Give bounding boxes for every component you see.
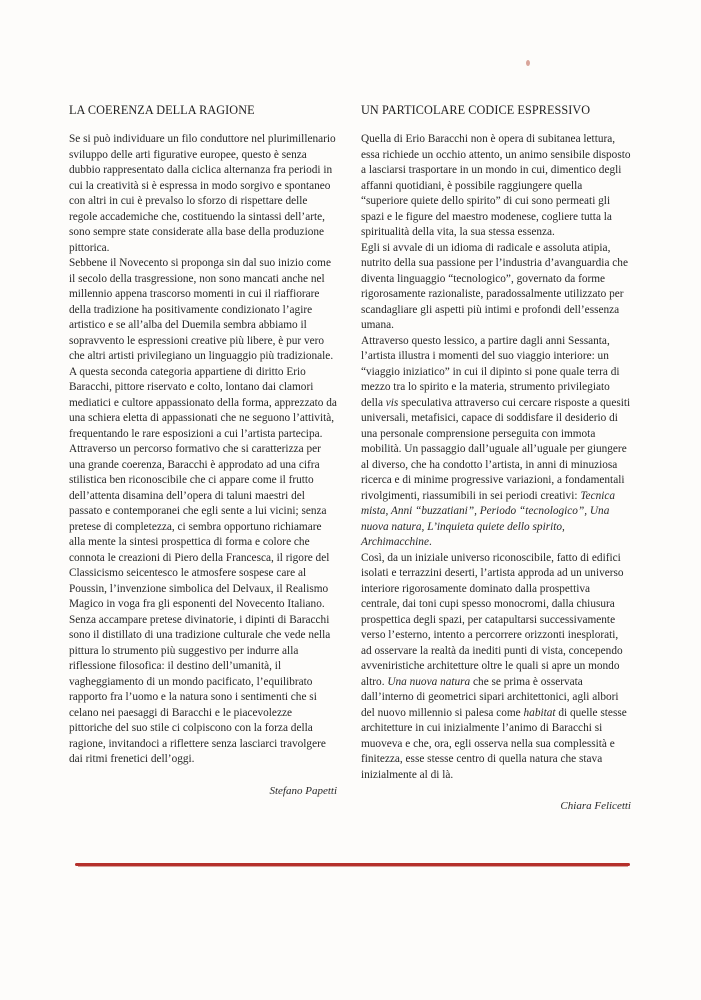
right-paragraph-2: Egli si avvale di un idioma di radicale e assoluta atipia, nutrito della sua passione per l’industria d’avanguardia che diventa linguaggio “tecnologico”, governato da forme rigorosamente razionaliste, paradossalmente utilizzato per scandagliare gli aspetti più intimi e profondi dell’essenza umana. (361, 241, 628, 331)
left-body (69, 132, 337, 768)
left-paragraph-3: Attraverso un percorso formativo che si caratterizza per una grande coerenza, Baracchi è approdato ad una cifra stilistica ben riconoscibile che ci appare come il frutto dell’attenta disamina dell’opera di taluni maestri del passato e contemporanei che egli sente a lui vicini; senza pretese di completezza, ci sembra opportuno richiamare alla mente la sintesi prospettica di forma e colore che connota le creazioni di Piero della Francesca, il rigore del Classicismo seicentesco le atmosfere sospese care al Poussin, l’invenzione simbolica del Delvaux, il Realismo Magico in voga fra gli esponenti del Novecento Italiano. (69, 443, 330, 610)
right-column (361, 103, 631, 812)
left-paragraph-2: Sebbene il Novecento si proponga sin dal suo inizio come il secolo della trasgressione, non sono mancati anche nel millennio appena trascorso momenti in cui il riaffiorare della tradizione ha positivamente condizionato l’agire artistico e se all’alba del Duemila sembra abbiamo il sopravvento le espressioni creative più libere, è pur vero che altri artisti privilegiano un linguaggio più tradizionale. A questa seconda categoria appartiene di diritto Erio Baracchi, pittore riservato e colto, lontano dai clamori mediatici e cultore appassionato della forma, apprezzato da una schiera eletta di appassionati che ne seguono l’attività, frequentando le rare esposizioni a cui l’artista partecipa. (69, 257, 337, 440)
left-column (69, 103, 337, 797)
right-body (361, 132, 631, 783)
right-paragraph-4: Così, da un iniziale universo riconoscibile, fatto di edifici isolati e terrazzini deserti, l’artista approda ad un universo interiore rigorosamente dominato dalla prospettiva centrale, dai toni cupi spesso monocromi, dalla chiusura prospettica degli spazi, per catapultarsi successivamente verso l’esterno, intento a percorrere orizzonti inesplorati, ad osservare la realtà da inediti punti di vista, concependo avveniristiche architetture oltre le quali si apre un mondo altro. Una nuova natura che se prima è osservata dall’interno di geometrici sipari architettonici, agli albori del nuovo millennio si palesa come habitat di quelle stesse architetture in cui inizialmente l’animo di Baracchi si muoveva e che, ora, egli osserva nella sua complessità e finitezza, esse stesse centro di quella natura che stava inizialmente al di là. (361, 551, 627, 781)
right-signature: Chiara Felicetti (560, 800, 631, 812)
right-heading: UN PARTICOLARE CODICE ESPRESSIVO (361, 103, 591, 117)
decorative-mark (526, 60, 530, 66)
left-signature: Stefano Papetti (269, 784, 337, 797)
right-paragraph-3: Attraverso questo lessico, a partire dagli anni Sessanta, l’artista illustra i momenti del suo viaggio interiore: un “viaggio iniziatico” in cui il dipinto si pone quale terra di mezzo tra lo spirito e la materia, strumento privilegiato della vis speculativa attraverso cui cercare risposte a quesiti universali, metafisici, capace di soddisfare il desiderio di una personale comprensione perseguita con immota mobilità. Un passaggio dall’uguale all’uguale per giungere al diverso, che ha condotto l’artista, in anni di minuziosa ricerca e di minime progressive variazioni, a fondamentali rivolgimenti, riassumibili in sei periodi creativi: Tecnica mista, Anni “buzzatiani”, Periodo “tecnologico”, Una nuova natura, L’inquieta quiete dello spirito, Archimacchine. (361, 334, 631, 548)
divider-shadow (78, 866, 628, 867)
left-heading: LA COERENZA DELLA RAGIONE (69, 103, 255, 117)
left-paragraph-4: Senza accampare pretese divinatorie, i dipinti di Baracchi sono il distillato di una tradizione culturale che vede nella pittura lo strumento più suggestivo per indurre alla riflessione filosofica: il destino dell’umanità, il vagheggiamento di un mondo pacificato, l’equilibrato rapporto fra l’uomo e la natura sono i sentimenti che si celano nei paesaggi di Baracchi e le piacevolezze pittoriche del suo stile ci colpiscono con la forza della ragione, invitandoci a riflettere senza lasciarci travolgere dai ritmi frenetici dell’oggi. (69, 613, 331, 765)
left-paragraph-1: Se si può individuare un filo conduttore nel plurimillenario sviluppo delle arti figurative europee, questo è senza dubbio rappresentato dalla ciclica alternanza fra periodi in cui la creatività si è espressa in modo sorgivo e spontaneo con altri in cui è prevalso lo sforzo di rispettare delle regole accademiche che, costituendo la sintassi dell’arte, sono sempre state considerate alla base della produzione pittorica. (69, 133, 336, 254)
right-paragraph-1: Quella di Erio Baracchi non è opera di subitanea lettura, essa richiede un occhio attento, un animo sensibile disposto a lasciarsi trasportare in un mondo in cui, dimentico degli affanni quotidiani, è possibile raggiungere quella “superiore quiete dello spirito” di cui sono permeati gli spazi e le figure del maestro modenese, cogliere tutta la spiritualità della vita, la sua stessa essenza. (361, 133, 631, 238)
